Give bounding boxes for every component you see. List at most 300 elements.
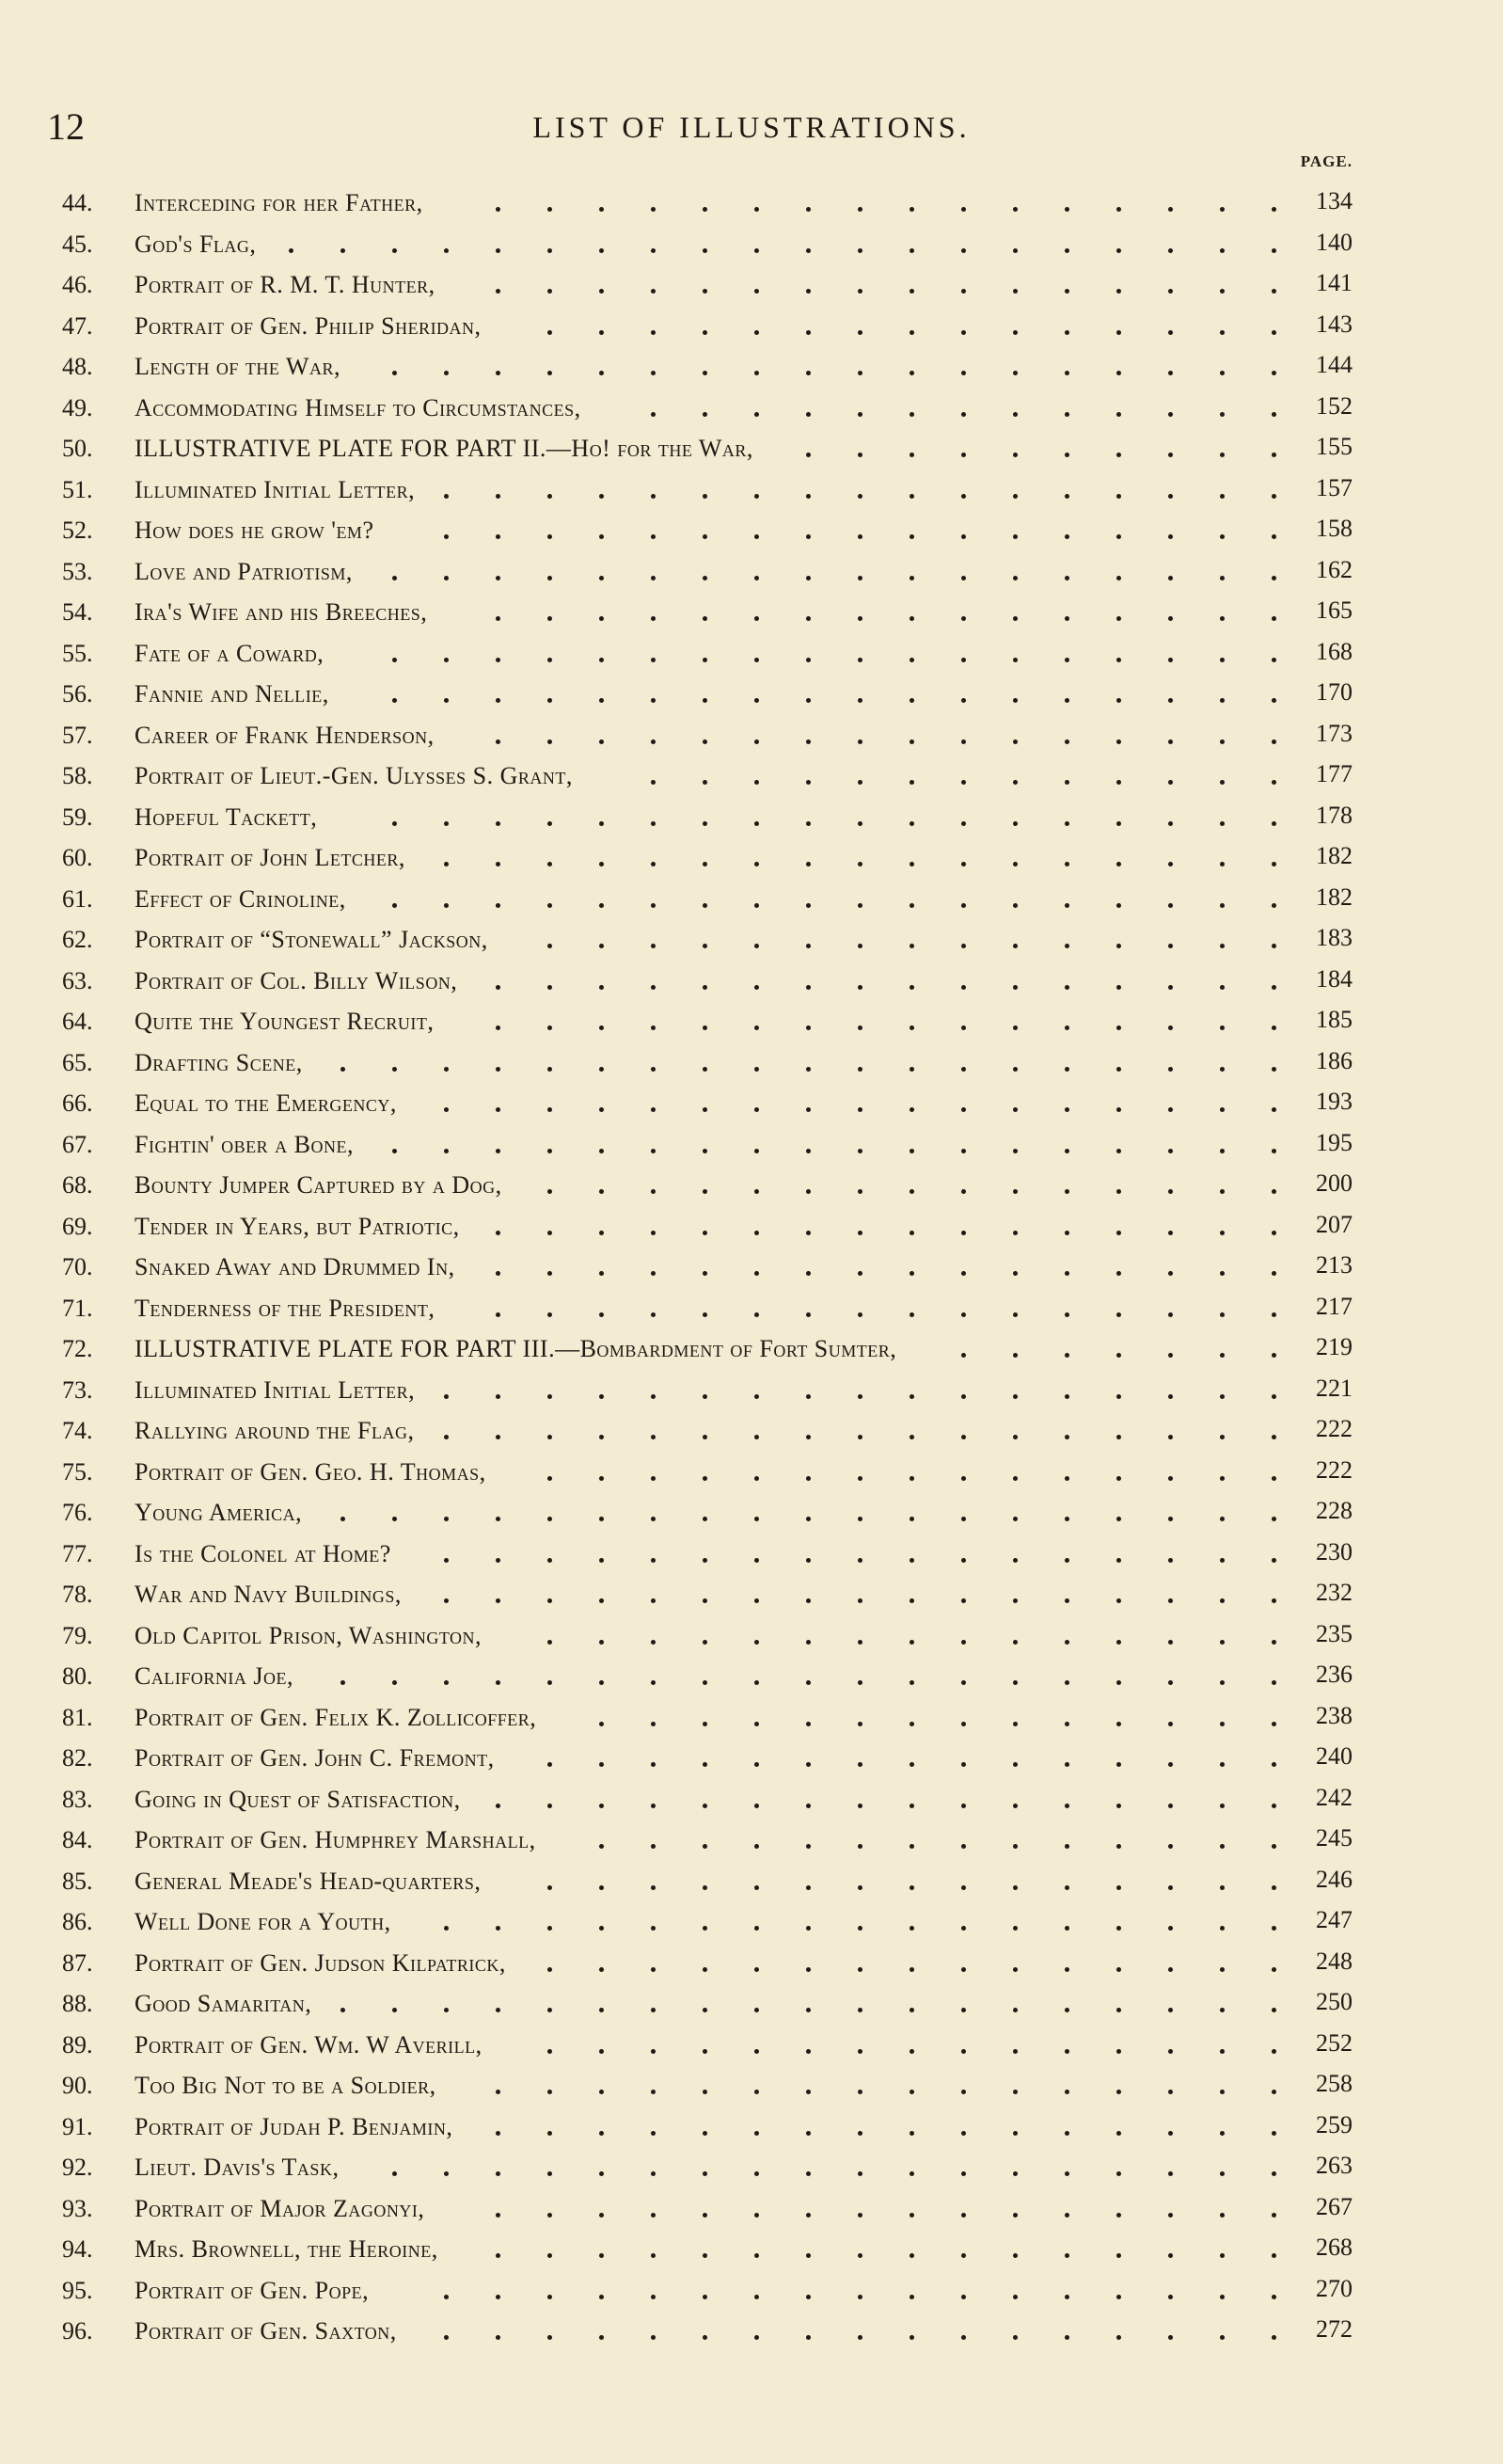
entry-title: Accommodating Himself to Circumstances,: [134, 393, 581, 421]
entry-page: 263: [1316, 2152, 1353, 2179]
leader-dot: [1220, 453, 1225, 457]
leader-dot: [961, 576, 966, 580]
leader-dot: [444, 1517, 449, 1521]
leader-dot: [1013, 2171, 1018, 2176]
leader-dot: [1116, 1231, 1121, 1235]
leader-dot: [1220, 1435, 1225, 1439]
entry-number: 84.: [62, 1826, 93, 1853]
leader-dot: [961, 330, 966, 335]
entry-page: 246: [1316, 1865, 1353, 1893]
leader-dot: [1220, 330, 1225, 335]
leader-dot: [806, 2131, 811, 2136]
leader-dot: [1013, 1025, 1018, 1030]
entry-title: Bounty Jumper Captured by a Dog,: [134, 1171, 502, 1199]
leader-dot: [910, 1598, 914, 1603]
leader-dot: [1013, 739, 1018, 744]
leader-dot: [1065, 698, 1069, 703]
leader-dot: [599, 1189, 604, 1194]
leader-dot: [703, 1312, 707, 1317]
leader-dot: [496, 1435, 500, 1439]
leader-dot: [858, 616, 862, 621]
leader-dot: [444, 1926, 449, 1931]
leader-dot: [547, 1149, 552, 1153]
list-item: [0, 306, 1503, 347]
leader-dot: [496, 1598, 500, 1603]
leader-dot: [496, 576, 500, 580]
leader-dot: [1220, 1107, 1225, 1112]
leader-dot: [858, 1885, 862, 1890]
leader-dot: [806, 1804, 811, 1808]
leader-dot: [392, 371, 397, 375]
leader-dot: [1065, 903, 1069, 908]
leader-dot: [1116, 1844, 1121, 1849]
entry-title: War and Navy Buildings,: [134, 1581, 402, 1608]
leader-dot: [599, 2090, 604, 2094]
leader-dot: [651, 1394, 656, 1399]
leader-dot: [496, 1107, 500, 1112]
leader-dot: [910, 1394, 914, 1399]
leader-dot: [1220, 1476, 1225, 1481]
leader-dot: [1065, 412, 1069, 417]
leader-dot: [1168, 1885, 1173, 1890]
leader-dot: [703, 1476, 707, 1481]
leader-dot: [858, 1271, 862, 1276]
leader-dot: [858, 2253, 862, 2258]
entry-number: 52.: [62, 517, 93, 544]
entry-title: Fightin' ober a Bone,: [134, 1130, 354, 1158]
leader-dot: [754, 1517, 759, 1521]
leader-dot: [1272, 371, 1276, 375]
entry-page: 185: [1316, 1006, 1353, 1033]
leader-dot: [1116, 2008, 1121, 2012]
leader-dot: [547, 2049, 552, 2054]
leader-dot: [547, 862, 552, 866]
leader-dot: [703, 1926, 707, 1931]
leader-dot: [599, 1722, 604, 1726]
leader-dot: [754, 985, 759, 990]
leader-dot: [547, 1067, 552, 1072]
entry-number: 76.: [62, 1499, 93, 1526]
leader-dot: [1272, 1067, 1276, 1072]
entry-number: 62.: [62, 926, 93, 953]
leader-dot: [961, 1476, 966, 1481]
leader-dot: [651, 698, 656, 703]
leader-dot: [496, 2253, 500, 2258]
leader-dot: [651, 2335, 656, 2340]
leader-dot: [1013, 1844, 1018, 1849]
list-item: [0, 1124, 1503, 1166]
entry-page: 157: [1316, 473, 1353, 501]
leader-dot: [1272, 698, 1276, 703]
leader-dot: [961, 289, 966, 294]
leader-dot: [754, 412, 759, 417]
leader-dot: [703, 944, 707, 948]
leader-dot: [651, 739, 656, 744]
leader-dot: [1065, 1149, 1069, 1153]
entry-title: Portrait of Gen. Wm. W Averill,: [134, 2030, 483, 2059]
leader-dot: [961, 2253, 966, 2258]
entry-number: 74.: [62, 1417, 93, 1444]
leader-dot: [910, 453, 914, 457]
leader-dot: [858, 1762, 862, 1767]
leader-dot: [1168, 1231, 1173, 1235]
leader-dot: [703, 739, 707, 744]
leader-dot: [1168, 1107, 1173, 1112]
leader-dot: [910, 1476, 914, 1481]
list-item: [0, 715, 1503, 756]
leader-dot: [1116, 1476, 1121, 1481]
leader-dot: [910, 1804, 914, 1808]
leader-dot: [1220, 1231, 1225, 1235]
entry-page: 250: [1316, 1988, 1353, 2015]
leader-dot: [961, 1844, 966, 1849]
leader-dot: [1065, 1271, 1069, 1276]
leader-dot: [1013, 1435, 1018, 1439]
leader-dot: [858, 576, 862, 580]
leader-dot: [858, 1804, 862, 1808]
leader-dot: [547, 330, 552, 335]
leader-dot: [1065, 2335, 1069, 2340]
list-item: [0, 797, 1503, 838]
entry-title: Quite the Youngest Recruit,: [134, 1008, 435, 1035]
leader-dot: [1065, 2171, 1069, 2176]
leader-dot: [1013, 2049, 1018, 2054]
leader-dot: [1168, 1476, 1173, 1481]
leader-dot: [1168, 1598, 1173, 1603]
leader-dot: [1013, 2008, 1018, 2012]
leader-dot: [1065, 1844, 1069, 1849]
leader-dot: [754, 739, 759, 744]
leader-dot: [806, 780, 811, 785]
leader-dot: [1272, 1885, 1276, 1890]
leader-dot: [1013, 1722, 1018, 1726]
leader-dot: [547, 1558, 552, 1563]
leader-dot: [806, 2008, 811, 2012]
entry-page: 186: [1316, 1046, 1353, 1074]
leader-dot: [547, 2171, 552, 2176]
leader-dot: [806, 248, 811, 253]
leader-dot: [858, 1067, 862, 1072]
list-item: [0, 224, 1503, 265]
entry-number: 85.: [62, 1867, 93, 1895]
leader-dot: [703, 494, 707, 499]
leader-dot: [1220, 1312, 1225, 1317]
entry-page: 195: [1316, 1128, 1353, 1156]
leader-dot: [858, 2090, 862, 2094]
list-item: [0, 879, 1503, 920]
leader-dot: [806, 1598, 811, 1603]
leader-dot: [1116, 1271, 1121, 1276]
leader-dot: [806, 1231, 811, 1235]
leader-dot: [1168, 534, 1173, 539]
leader-dot: [599, 944, 604, 948]
leader-dot: [858, 248, 862, 253]
entry-number: 63.: [62, 966, 93, 994]
leader-dot: [1272, 289, 1276, 294]
leader-dot: [858, 1680, 862, 1685]
entry-title: Portrait of R. M. T. Hunter,: [134, 271, 435, 298]
leader-dot: [1168, 2335, 1173, 2340]
leader-dot: [651, 2253, 656, 2258]
leader-dot: [392, 1149, 397, 1153]
leader-dot: [806, 1722, 811, 1726]
leader-dot: [444, 371, 449, 375]
list-item: [0, 2147, 1503, 2188]
leader-dot: [651, 2008, 656, 2012]
leader-dot: [651, 1926, 656, 1931]
leader-dot: [651, 1435, 656, 1439]
leader-dot: [1220, 2171, 1225, 2176]
leader-dot: [651, 2131, 656, 2136]
leader-dot: [1116, 1394, 1121, 1399]
leader-dot: [754, 1804, 759, 1808]
leader-dot: [547, 207, 552, 212]
entry-title: Fate of a Coward,: [134, 639, 324, 667]
leader-dot: [444, 2295, 449, 2299]
leader-dot: [1168, 739, 1173, 744]
entry-page: 235: [1316, 1619, 1353, 1647]
entry-page: 217: [1316, 1292, 1353, 1320]
list-item: [0, 961, 1503, 1002]
leader-dot: [651, 1067, 656, 1072]
leader-dot: [1168, 1067, 1173, 1072]
leader-dot: [806, 862, 811, 866]
leader-dot: [910, 944, 914, 948]
leader-dot: [599, 1680, 604, 1685]
leader-dot: [1272, 1394, 1276, 1399]
entry-title: Love and Patriotism,: [134, 557, 353, 585]
leader-dot: [858, 1107, 862, 1112]
list-item: [0, 633, 1503, 675]
leader-dot: [754, 862, 759, 866]
leader-dot: [1013, 207, 1018, 212]
leader-dot: [806, 658, 811, 662]
leader-dot: [806, 1762, 811, 1767]
entry-number: 88.: [62, 1990, 93, 2017]
entry-number: 89.: [62, 2030, 93, 2059]
leader-dot: [910, 1271, 914, 1276]
leader-dot: [599, 1885, 604, 1890]
leader-dot: [1065, 1107, 1069, 1112]
leader-dot: [1013, 2213, 1018, 2218]
leader-dot: [1013, 1312, 1018, 1317]
leader-dot: [444, 1558, 449, 1563]
leader-dot: [806, 1680, 811, 1685]
list-item: [0, 1247, 1503, 1288]
leader-dot: [547, 698, 552, 703]
leader-dot: [547, 2295, 552, 2299]
leader-dot: [806, 1394, 811, 1399]
leader-dot: [910, 1107, 914, 1112]
leader-dot: [1220, 944, 1225, 948]
leader-dot: [703, 412, 707, 417]
list-item: [0, 1901, 1503, 1943]
leader-dot: [1065, 1640, 1069, 1645]
entry-number: 64.: [62, 1008, 93, 1035]
leader-dot: [961, 739, 966, 744]
leader-dot: [754, 780, 759, 785]
leader-dot: [1116, 494, 1121, 499]
leader-dot: [547, 1680, 552, 1685]
leader-dot: [961, 1926, 966, 1931]
entry-number: 46.: [62, 271, 93, 298]
leader-dot: [1013, 944, 1018, 948]
leader-dot: [1168, 1926, 1173, 1931]
leader-dot: [754, 248, 759, 253]
leader-dot: [703, 2049, 707, 2054]
leader-dot: [961, 698, 966, 703]
leader-dot: [392, 576, 397, 580]
list-item: [0, 1042, 1503, 1084]
leader-dot: [1116, 1640, 1121, 1645]
leader-dot: [1116, 412, 1121, 417]
leader-dot: [703, 2131, 707, 2136]
leader-dot: [1013, 698, 1018, 703]
list-item: [0, 837, 1503, 879]
leader-dot: [547, 1967, 552, 1972]
leader-dot: [754, 944, 759, 948]
leader-dot: [599, 698, 604, 703]
leader-dot: [806, 903, 811, 908]
entry-page: 158: [1316, 515, 1353, 542]
leader-dot: [547, 1189, 552, 1194]
leader-dot: [547, 616, 552, 621]
leader-dot: [1272, 1844, 1276, 1849]
leader-dot: [1116, 1353, 1121, 1358]
entry-page: 219: [1316, 1333, 1353, 1360]
leader-dot: [703, 616, 707, 621]
leader-dot: [444, 2335, 449, 2340]
leader-dot: [340, 248, 345, 253]
leader-dot: [392, 903, 397, 908]
leader-dot: [651, 494, 656, 499]
leader-dot: [910, 494, 914, 499]
leader-dot: [703, 1271, 707, 1276]
leader-dot: [1168, 1353, 1173, 1358]
entry-title: ILLUSTRATIVE PLATE FOR PART II.—Ho! for the War,: [134, 435, 753, 462]
leader-dot: [1220, 1804, 1225, 1808]
leader-dot: [858, 780, 862, 785]
leader-dot: [651, 903, 656, 908]
leader-dot: [1065, 207, 1069, 212]
leader-dot: [1065, 371, 1069, 375]
leader-dot: [1013, 453, 1018, 457]
list-item: [0, 1288, 1503, 1329]
leader-dot: [910, 1558, 914, 1563]
leader-dot: [1272, 1025, 1276, 1030]
leader-dot: [910, 2049, 914, 2054]
leader-dot: [1116, 2049, 1121, 2054]
leader-dot: [961, 1804, 966, 1808]
leader-dot: [1116, 371, 1121, 375]
leader-dot: [651, 1598, 656, 1603]
entry-page: 259: [1316, 2110, 1353, 2138]
leader-dot: [1272, 616, 1276, 621]
leader-dot: [961, 1394, 966, 1399]
leader-dot: [444, 1149, 449, 1153]
leader-dot: [1272, 821, 1276, 826]
leader-dot: [754, 698, 759, 703]
leader-dot: [1013, 1189, 1018, 1194]
leader-dot: [599, 658, 604, 662]
leader-dot: [1013, 412, 1018, 417]
leader-dot: [1013, 248, 1018, 253]
leader-dot: [1272, 576, 1276, 580]
leader-dot: [1272, 780, 1276, 785]
leader-dot: [1220, 1394, 1225, 1399]
list-item: [0, 1615, 1503, 1657]
entry-number: 53.: [62, 557, 93, 585]
leader-dot: [703, 207, 707, 212]
leader-dot: [1272, 1189, 1276, 1194]
leader-dot: [1065, 453, 1069, 457]
leader-dot: [961, 1640, 966, 1645]
leader-dot: [1220, 2049, 1225, 2054]
leader-dot: [910, 2253, 914, 2258]
leader-dot: [754, 2213, 759, 2218]
leader-dot: [547, 1394, 552, 1399]
entry-number: 79.: [62, 1621, 93, 1649]
leader-dot: [444, 821, 449, 826]
leader-dot: [547, 2335, 552, 2340]
leader-dot: [1065, 985, 1069, 990]
leader-dot: [1272, 2049, 1276, 2054]
leader-dot: [703, 1598, 707, 1603]
leader-dot: [547, 248, 552, 253]
leader-dot: [1116, 330, 1121, 335]
entry-title: Drafting Scene,: [134, 1048, 303, 1076]
leader-dot: [703, 1680, 707, 1685]
leader-dot: [1168, 330, 1173, 335]
leader-dot: [651, 1189, 656, 1194]
entry-title: Well Done for a Youth,: [134, 1908, 391, 1935]
leader-dot: [1168, 1189, 1173, 1194]
leader-dot: [651, 1722, 656, 1726]
entry-page: 232: [1316, 1579, 1353, 1606]
entry-title: Illuminated Initial Letter,: [134, 1375, 416, 1404]
page-header: [0, 103, 1503, 151]
entry-page: 228: [1316, 1497, 1353, 1524]
leader-dot: [651, 1107, 656, 1112]
leader-dot: [754, 1067, 759, 1072]
leader-dot: [651, 616, 656, 621]
leader-dot: [806, 1926, 811, 1931]
leader-dot: [858, 2171, 862, 2176]
entry-title: General Meade's Head-quarters,: [134, 1867, 482, 1895]
leader-dot: [1220, 2253, 1225, 2258]
leader-dot: [496, 1067, 500, 1072]
leader-dot: [910, 289, 914, 294]
leader-dot: [1065, 1353, 1069, 1358]
leader-dot: [961, 821, 966, 826]
leader-dot: [806, 2335, 811, 2340]
leader-dot: [547, 821, 552, 826]
leader-dot: [1220, 780, 1225, 785]
leader-dot: [961, 2049, 966, 2054]
leader-dot: [703, 534, 707, 539]
entry-title: Lieut. Davis's Task,: [134, 2154, 340, 2181]
leader-dot: [1220, 1517, 1225, 1521]
entry-title: Portrait of Judah P. Benjamin,: [134, 2112, 453, 2140]
entry-page: 183: [1316, 924, 1353, 951]
leader-dot: [496, 862, 500, 866]
entry-number: 93.: [62, 2194, 93, 2222]
leader-dot: [1116, 1067, 1121, 1072]
leader-dot: [1013, 1762, 1018, 1767]
leader-dot: [651, 412, 656, 417]
leader-dot: [1272, 985, 1276, 990]
entry-page: 252: [1316, 2028, 1353, 2057]
